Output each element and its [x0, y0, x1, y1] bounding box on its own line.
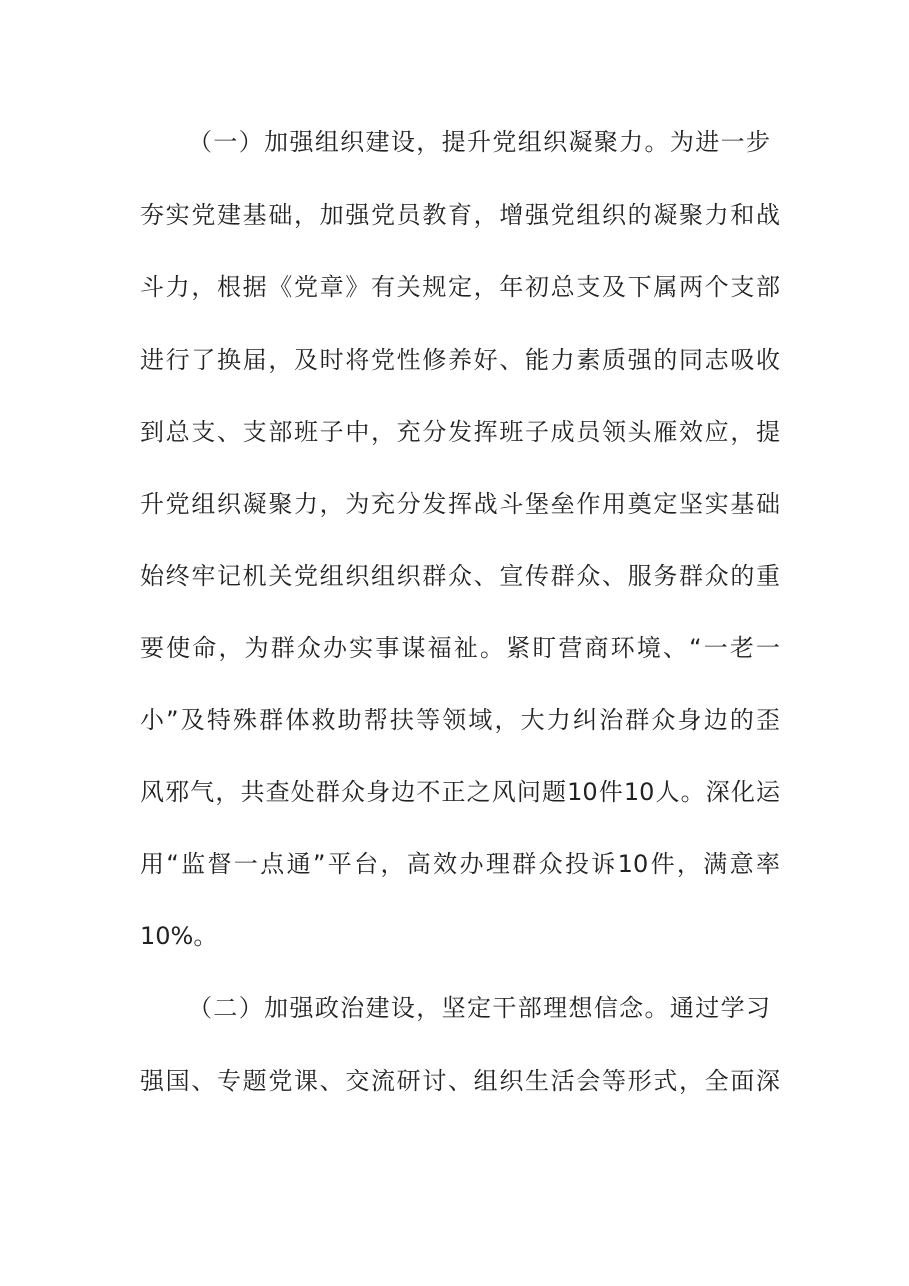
paragraph-1-line-6: 升党组织凝聚力，为充分发挥战斗堡垒作用奠定坚实基础 [140, 490, 780, 518]
paragraph-1-line-3: 斗力，根据《党章》有关规定，年初总支及下属两个支部 [140, 273, 780, 301]
paragraph-1-line-12: 10%。 [140, 922, 218, 950]
paragraph-1-line-5: 到总支、支部班子中，充分发挥班子成员领头雁效应，提 [140, 418, 780, 446]
paragraph-1-line-9: 小”及特殊群体救助帮扶等领域，大力纠治群众身边的歪 [140, 706, 780, 734]
paragraph-1-line-7: 始终牢记机关党组织组织群众、宣传群众、服务群众的重 [140, 562, 780, 590]
paragraph-1-line-10: 风邪气，共查处群众身边不正之风问题10件10人。深化运 [140, 778, 780, 806]
paragraph-1-line-4: 进行了换届，及时将党性修养好、能力素质强的同志吸收 [140, 346, 780, 374]
paragraph-1-line-8: 要使命，为群众办实事谋福祉。紧盯营商环境、“一老一 [140, 634, 780, 662]
paragraph-1-line-2: 夯实党建基础，加强党员教育，增强党组织的凝聚力和战 [140, 201, 780, 229]
paragraph-2-line-1: （二）加强政治建设，坚定干部理想信念。通过学习 [188, 994, 770, 1022]
paragraph-2-line-2: 强国、专题党课、交流研讨、组织生活会等形式，全面深 [140, 1067, 780, 1095]
paragraph-1-line-11: 用“监督一点通”平台，高效办理群众投诉10件，满意率 [140, 850, 780, 878]
paragraph-1-line-1: （一）加强组织建设，提升党组织凝聚力。为进一步 [188, 128, 770, 156]
